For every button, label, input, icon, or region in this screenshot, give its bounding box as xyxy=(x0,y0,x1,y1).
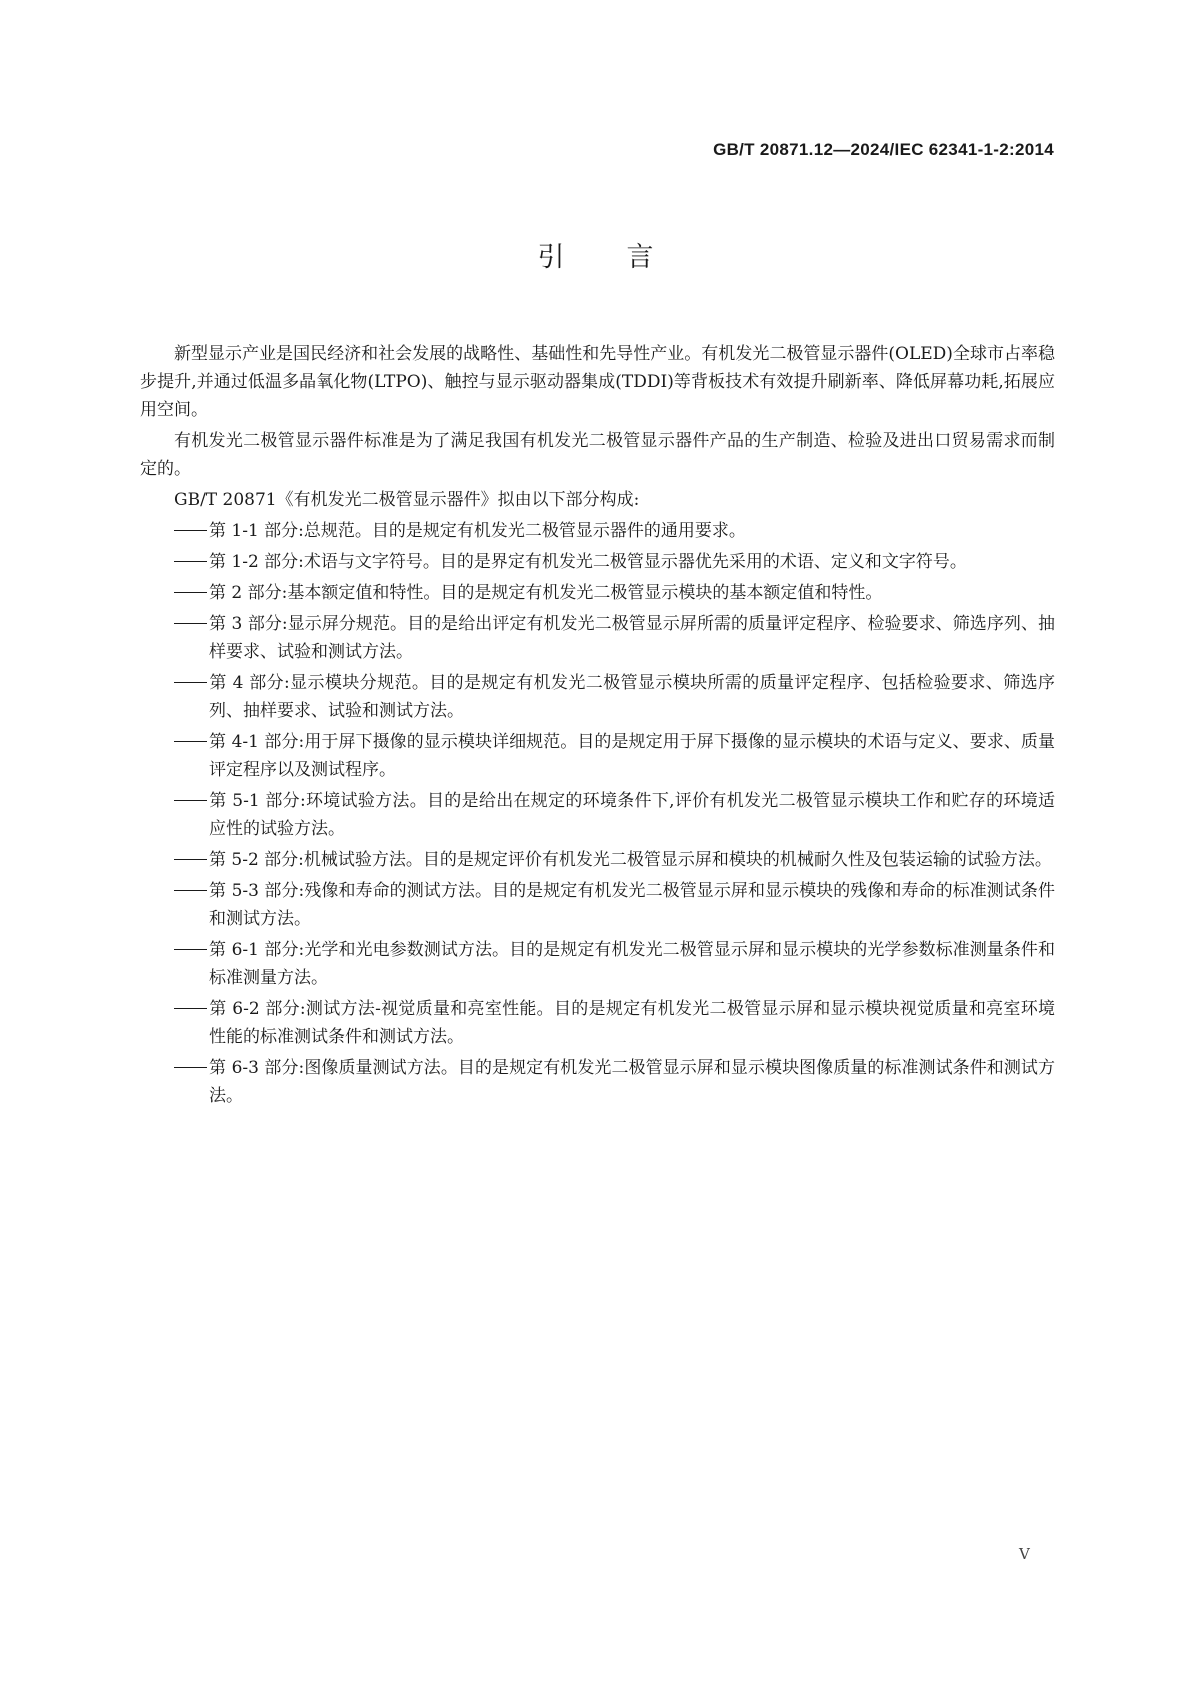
dash-marker xyxy=(174,548,209,576)
dash-marker xyxy=(174,728,209,756)
part-list-item xyxy=(140,787,1055,843)
part-description: 第 5-2 部分:机械试验方法。目的是规定评价有机发光二极管显示屏和模块的机械耐久性及包装运输的试验方法。 xyxy=(209,850,1052,870)
dash-marker xyxy=(174,1054,209,1082)
intro-paragraph: 有机发光二极管显示器件标准是为了满足我国有机发光二极管显示器件产品的生产制造、检验及进出口贸易需求而制定的。 xyxy=(140,431,1055,479)
dash-marker xyxy=(174,517,209,545)
part-list-item xyxy=(140,669,1055,725)
intro-paragraph: 新型显示产业是国民经济和社会发展的战略性、基础性和先导性产业。有机发光二极管显示器件(OLED)全球市占率稳步提升,并通过低温多晶氧化物(LTPO)、触控与显示驱动器集成(TDDI)等背板技术有效提升刷新率、降低屏幕功耗,拓展应用空间。 xyxy=(140,344,1055,420)
part-list-item xyxy=(140,1054,1055,1110)
page-number: V xyxy=(1019,1545,1030,1563)
dash-marker xyxy=(174,579,209,607)
intro-paragraph: GB/T 20871《有机发光二极管显示器件》拟由以下部分构成: xyxy=(174,490,640,510)
part-description: 第 4 部分:显示模块分规范。目的是规定有机发光二极管显示模块所需的质量评定程序、包括检验要求、筛选序列、抽样要求、试验和测试方法。 xyxy=(209,673,1055,721)
part-description: 第 4-1 部分:用于屏下摄像的显示模块详细规范。目的是规定用于屏下摄像的显示模块的术语与定义、要求、质量评定程序以及测试程序。 xyxy=(209,732,1055,780)
dash-marker xyxy=(174,610,209,638)
dash-marker xyxy=(174,846,209,874)
part-description: 第 1-1 部分:总规范。目的是规定有机发光二极管显示器件的通用要求。 xyxy=(209,521,746,541)
part-description: 第 5-3 部分:残像和寿命的测试方法。目的是规定有机发光二极管显示屏和显示模块的残像和寿命的标准测试条件和测试方法。 xyxy=(209,881,1055,929)
dash-marker xyxy=(174,787,209,815)
part-list-item xyxy=(140,877,1055,933)
page-title: 引言 xyxy=(537,242,716,273)
document-number: GB/T 20871.12—2024/IEC 62341-1-2:2014 xyxy=(713,140,1054,159)
part-list-item xyxy=(140,579,1055,607)
part-description: 第 2 部分:基本额定值和特性。目的是规定有机发光二极管显示模块的基本额定值和特性。 xyxy=(209,583,883,603)
part-list-item xyxy=(140,936,1055,992)
part-list-item xyxy=(140,548,1055,576)
part-description: 第 6-3 部分:图像质量测试方法。目的是规定有机发光二极管显示屏和显示模块图像质量的标准测试条件和测试方法。 xyxy=(209,1058,1055,1106)
part-description: 第 1-2 部分:术语与文字符号。目的是界定有机发光二极管显示器优先采用的术语、定义和文字符号。 xyxy=(209,552,967,572)
dash-marker xyxy=(174,877,209,905)
part-list-item xyxy=(140,610,1055,666)
part-description: 第 5-1 部分:环境试验方法。目的是给出在规定的环境条件下,评价有机发光二极管显示模块工作和贮存的环境适应性的试验方法。 xyxy=(209,791,1055,839)
dash-marker xyxy=(174,995,209,1023)
part-list-item xyxy=(140,728,1055,784)
body-text xyxy=(140,340,1055,1113)
dash-marker xyxy=(174,669,209,697)
part-description: 第 6-2 部分:测试方法-视觉质量和亮室性能。目的是规定有机发光二极管显示屏和显示模块视觉质量和亮室环境性能的标准测试条件和测试方法。 xyxy=(209,999,1055,1047)
dash-marker xyxy=(174,936,209,964)
part-description: 第 6-1 部分:光学和光电参数测试方法。目的是规定有机发光二极管显示屏和显示模块的光学参数标准测量条件和标准测量方法。 xyxy=(209,940,1055,988)
part-list-item xyxy=(140,517,1055,545)
part-list-item xyxy=(140,846,1055,874)
part-description: 第 3 部分:显示屏分规范。目的是给出评定有机发光二极管显示屏所需的质量评定程序、检验要求、筛选序列、抽样要求、试验和测试方法。 xyxy=(209,614,1055,662)
part-list-item xyxy=(140,995,1055,1051)
